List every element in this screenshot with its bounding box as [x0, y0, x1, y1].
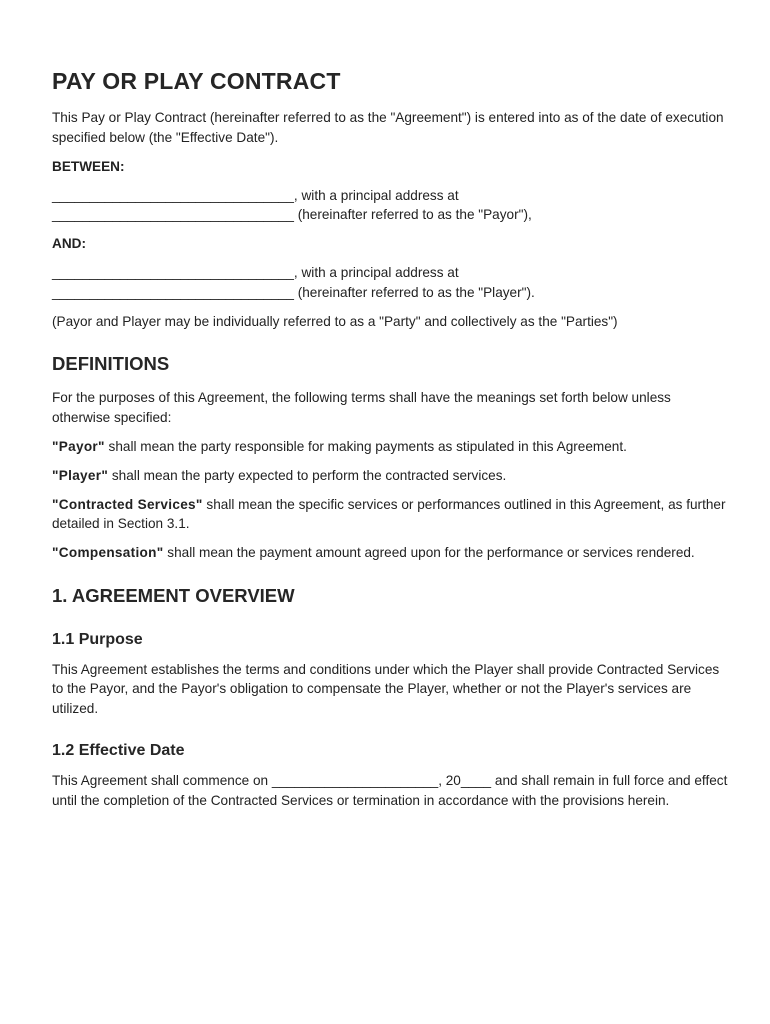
intro-paragraph: This Pay or Play Contract (hereinafter referred to as the "Agreement") is entered into as of the date of execution specified below (the "Effective Date"). [52, 110, 724, 145]
definition-text: shall mean the payment amount agreed upon for the performance or services rendered. [163, 545, 695, 560]
purpose-paragraph: This Agreement establishes the terms and conditions under which the Player shall provide Contracted Services to the Payor, and the Payor's obligation to compensate the Player, whether or not the Player's services are utilized. [52, 661, 720, 716]
definition-item [52, 543, 730, 563]
payor-block [52, 186, 730, 225]
payor-line-1: ________________________________, with a principal address at [52, 187, 459, 203]
definition-text: shall mean the party responsible for making payments as stipulated in this Agreement. [104, 438, 627, 454]
definition-item [52, 495, 730, 534]
effective-date-heading: 1.2 Effective Date [52, 742, 185, 759]
effective-date-paragraph: This Agreement shall commence on ______________________, 20____ and shall remain in full force and effect until the completion of the Contracted Services or termination in accordance with the provisions herein. [52, 773, 728, 808]
definition-term: "Payor" [52, 438, 105, 454]
definitions-intro: For the purposes of this Agreement, the following terms shall have the meanings set forth below unless otherwise specified: [52, 390, 671, 425]
player-line-1: ________________________________, with a principal address at [52, 265, 459, 280]
player-line-2: ________________________________ (hereinafter referred to as the "Player"). [52, 284, 535, 300]
definition-term: "Compensation" [52, 545, 164, 560]
definition-term: "Player" [52, 467, 109, 483]
purpose-heading: 1.1 Purpose [52, 630, 143, 648]
between-label: BETWEEN: [52, 158, 125, 174]
definition-text: shall mean the party expected to perform the contracted services. [108, 467, 507, 483]
parties-note: (Payor and Player may be individually referred to as a "Party" and collectively as the "Parties") [52, 313, 618, 329]
section-1-heading: 1. AGREEMENT OVERVIEW [52, 584, 295, 606]
definition-text: shall mean the specific services or performances outlined in this Agreement, as further detailed in Section 3.1. [52, 496, 726, 531]
payor-line-2: ________________________________ (hereinafter referred to as the "Payor"), [52, 207, 532, 222]
document-title: PAY OR PLAY CONTRACT [52, 68, 341, 94]
definition-item [52, 437, 730, 457]
definition-item [52, 466, 730, 486]
player-block [52, 263, 730, 302]
and-label: AND: [52, 236, 86, 251]
definitions-heading: DEFINITIONS [52, 353, 170, 374]
definition-term: "Contracted Services" [52, 496, 203, 512]
